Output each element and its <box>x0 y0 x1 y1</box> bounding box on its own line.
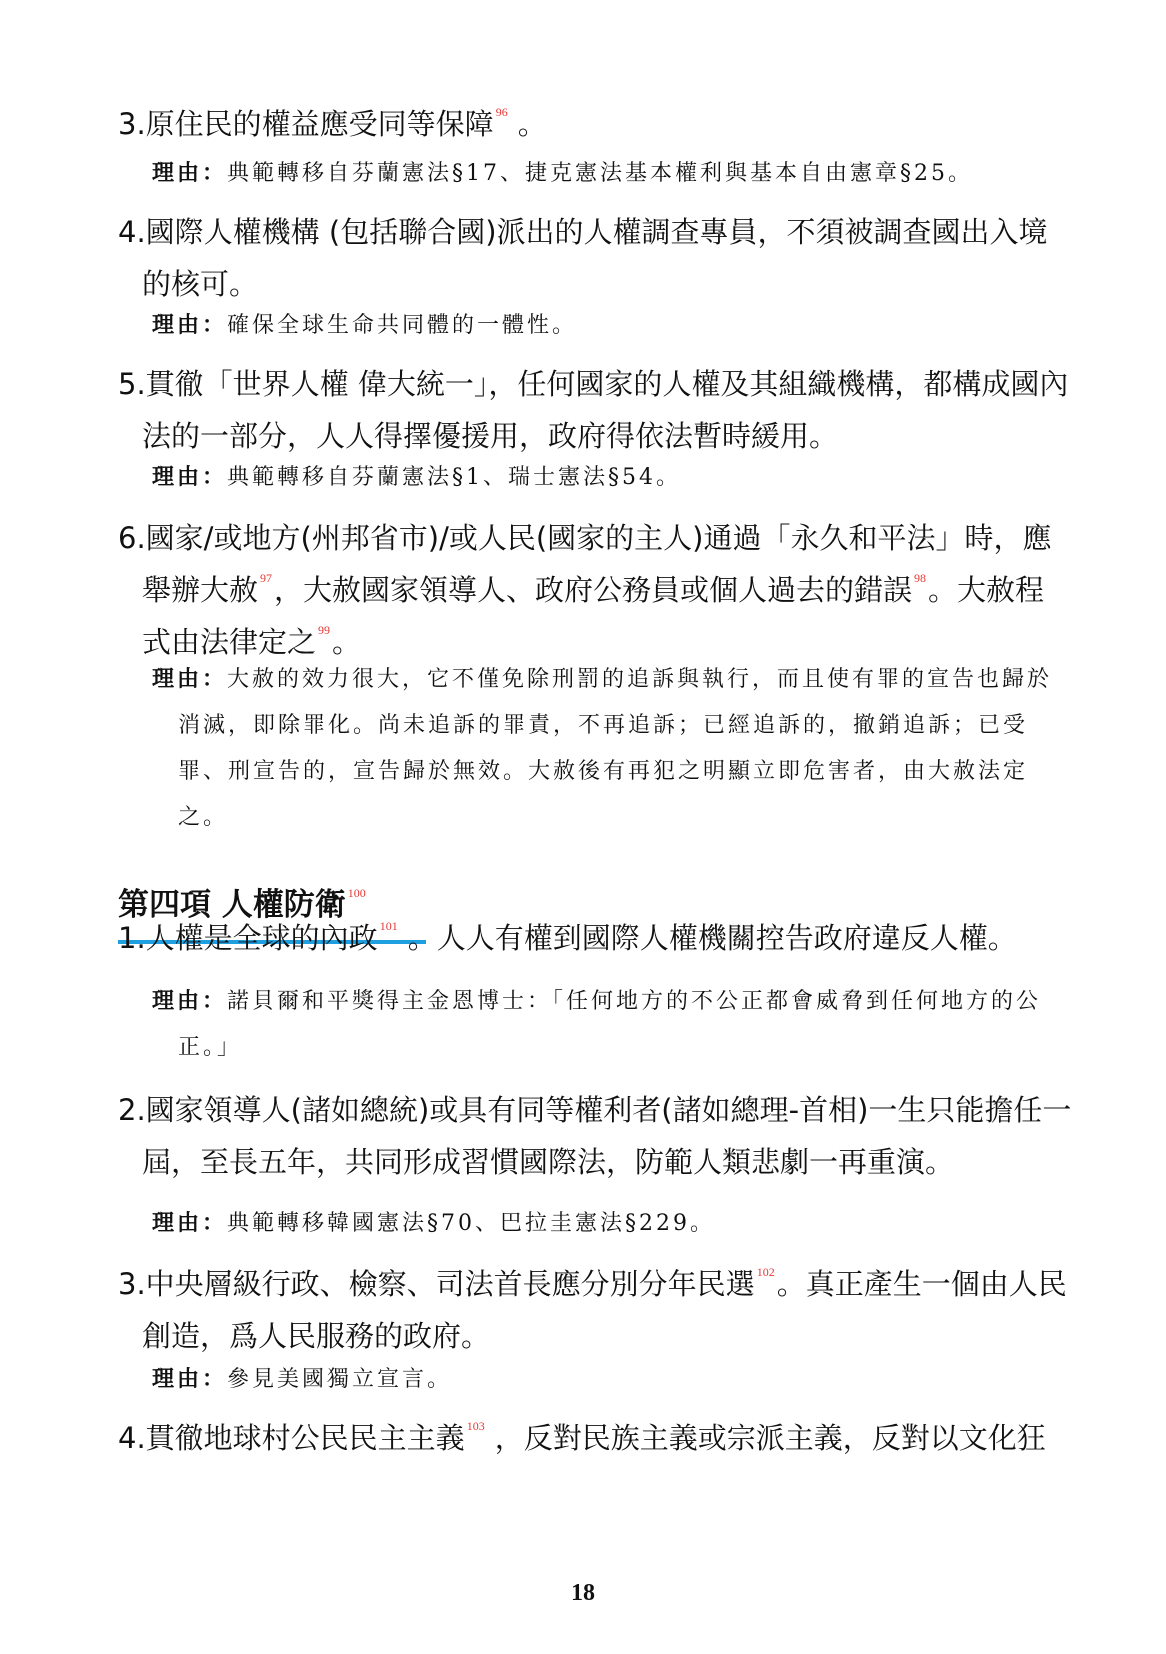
footnote-ref[interactable]: 103 <box>466 1419 485 1433</box>
reason-text: 理由：典範轉移韓國憲法§70、巴拉圭憲法§229。 <box>152 1210 716 1236</box>
reason-text: 理由：大赦的效力很大，它不僅免除刑罰的追訴與執行，而且使有罪的宣告也歸於消滅，即除罪化。尚未追訴的罪責，不再追訴；已經追訴的，撤銷追訴；已受罪、刑宣告的，宣告歸於無效。大赦後有再犯之明顯立即危害者，由大赦法定之。 <box>152 666 1053 830</box>
list-item: 5.貫徹「世界人權 偉大統一」，任何國家的人權及其組織機構，都構成國內法的一部分，人人得擇優援用，政府得依法暫時緩用。 <box>118 367 1069 453</box>
reason-text: 理由：參見美國獨立宣言。 <box>152 1366 453 1392</box>
footnote-ref[interactable]: 96 <box>495 105 508 119</box>
reason-text: 理由：諾貝爾和平獎得主金恩博士：「任何地方的不公正都會威脅到任何地方的公正。」 <box>152 988 1042 1060</box>
footnote-ref[interactable]: 97 <box>260 571 273 585</box>
footnote-ref[interactable]: 100 <box>347 886 366 900</box>
footnote-ref[interactable]: 102 <box>756 1265 775 1279</box>
list-item: 1.人權是全球的內政 $^{101}$ 。人人有權到國際人權機關控告政府違反人權。 <box>118 919 1017 955</box>
list-item: 4.貫徹地球村公民民主主義 $^{103}$ ，反對民族主義或宗派主義，反對以文化狂 <box>118 1419 1046 1455</box>
reason-text: 理由：典範轉移自芬蘭憲法§1、瑞士憲法§54。 <box>152 464 682 490</box>
list-item: 4.國際人權機構 (包括聯合國)派出的人權調查專員，不須被調查國出入境的核可。 <box>118 215 1048 301</box>
list-item: 2.國家領導人(諸如總統)或具有同等權利者(諸如總理-首相)一生只能擔任一屆，至長五年，共同形成習慣國際法，防範人類悲劇一再重演。 <box>118 1093 1072 1179</box>
section-heading: 第四項 人權防衛 $^{100}$ <box>118 886 366 923</box>
footnote-ref[interactable]: 101 <box>379 919 398 933</box>
list-item: 3.中央層級行政、檢察、司法首長應分別分年民選 $^{102}$。真正產生一個由人民創造，爲人民服務的政府。 <box>118 1265 1067 1353</box>
list-item: 3.原住民的權益應受同等保障 $^{96}$ 。 <box>118 105 547 141</box>
reason-text: 理由：典範轉移自芬蘭憲法§17、捷克憲法基本權利與基本自由憲章§25。 <box>152 160 974 186</box>
page-number: 18 <box>571 1580 595 1606</box>
reason-text: 理由：確保全球生命共同體的一體性。 <box>152 312 578 338</box>
footnote-ref[interactable]: 99 <box>318 623 331 637</box>
list-item: 6.國家/或地方(州邦省市)/或人民(國家的主人)通過「永久和平法」時，應舉辦大赦 $^{97}$，大赦國家領導人、政府公務員或個人過去的錯誤 $^{98}$。大赦程式由法律定之 $^{99}$。 <box>118 521 1052 659</box>
footnote-ref[interactable]: 98 <box>914 571 927 585</box>
